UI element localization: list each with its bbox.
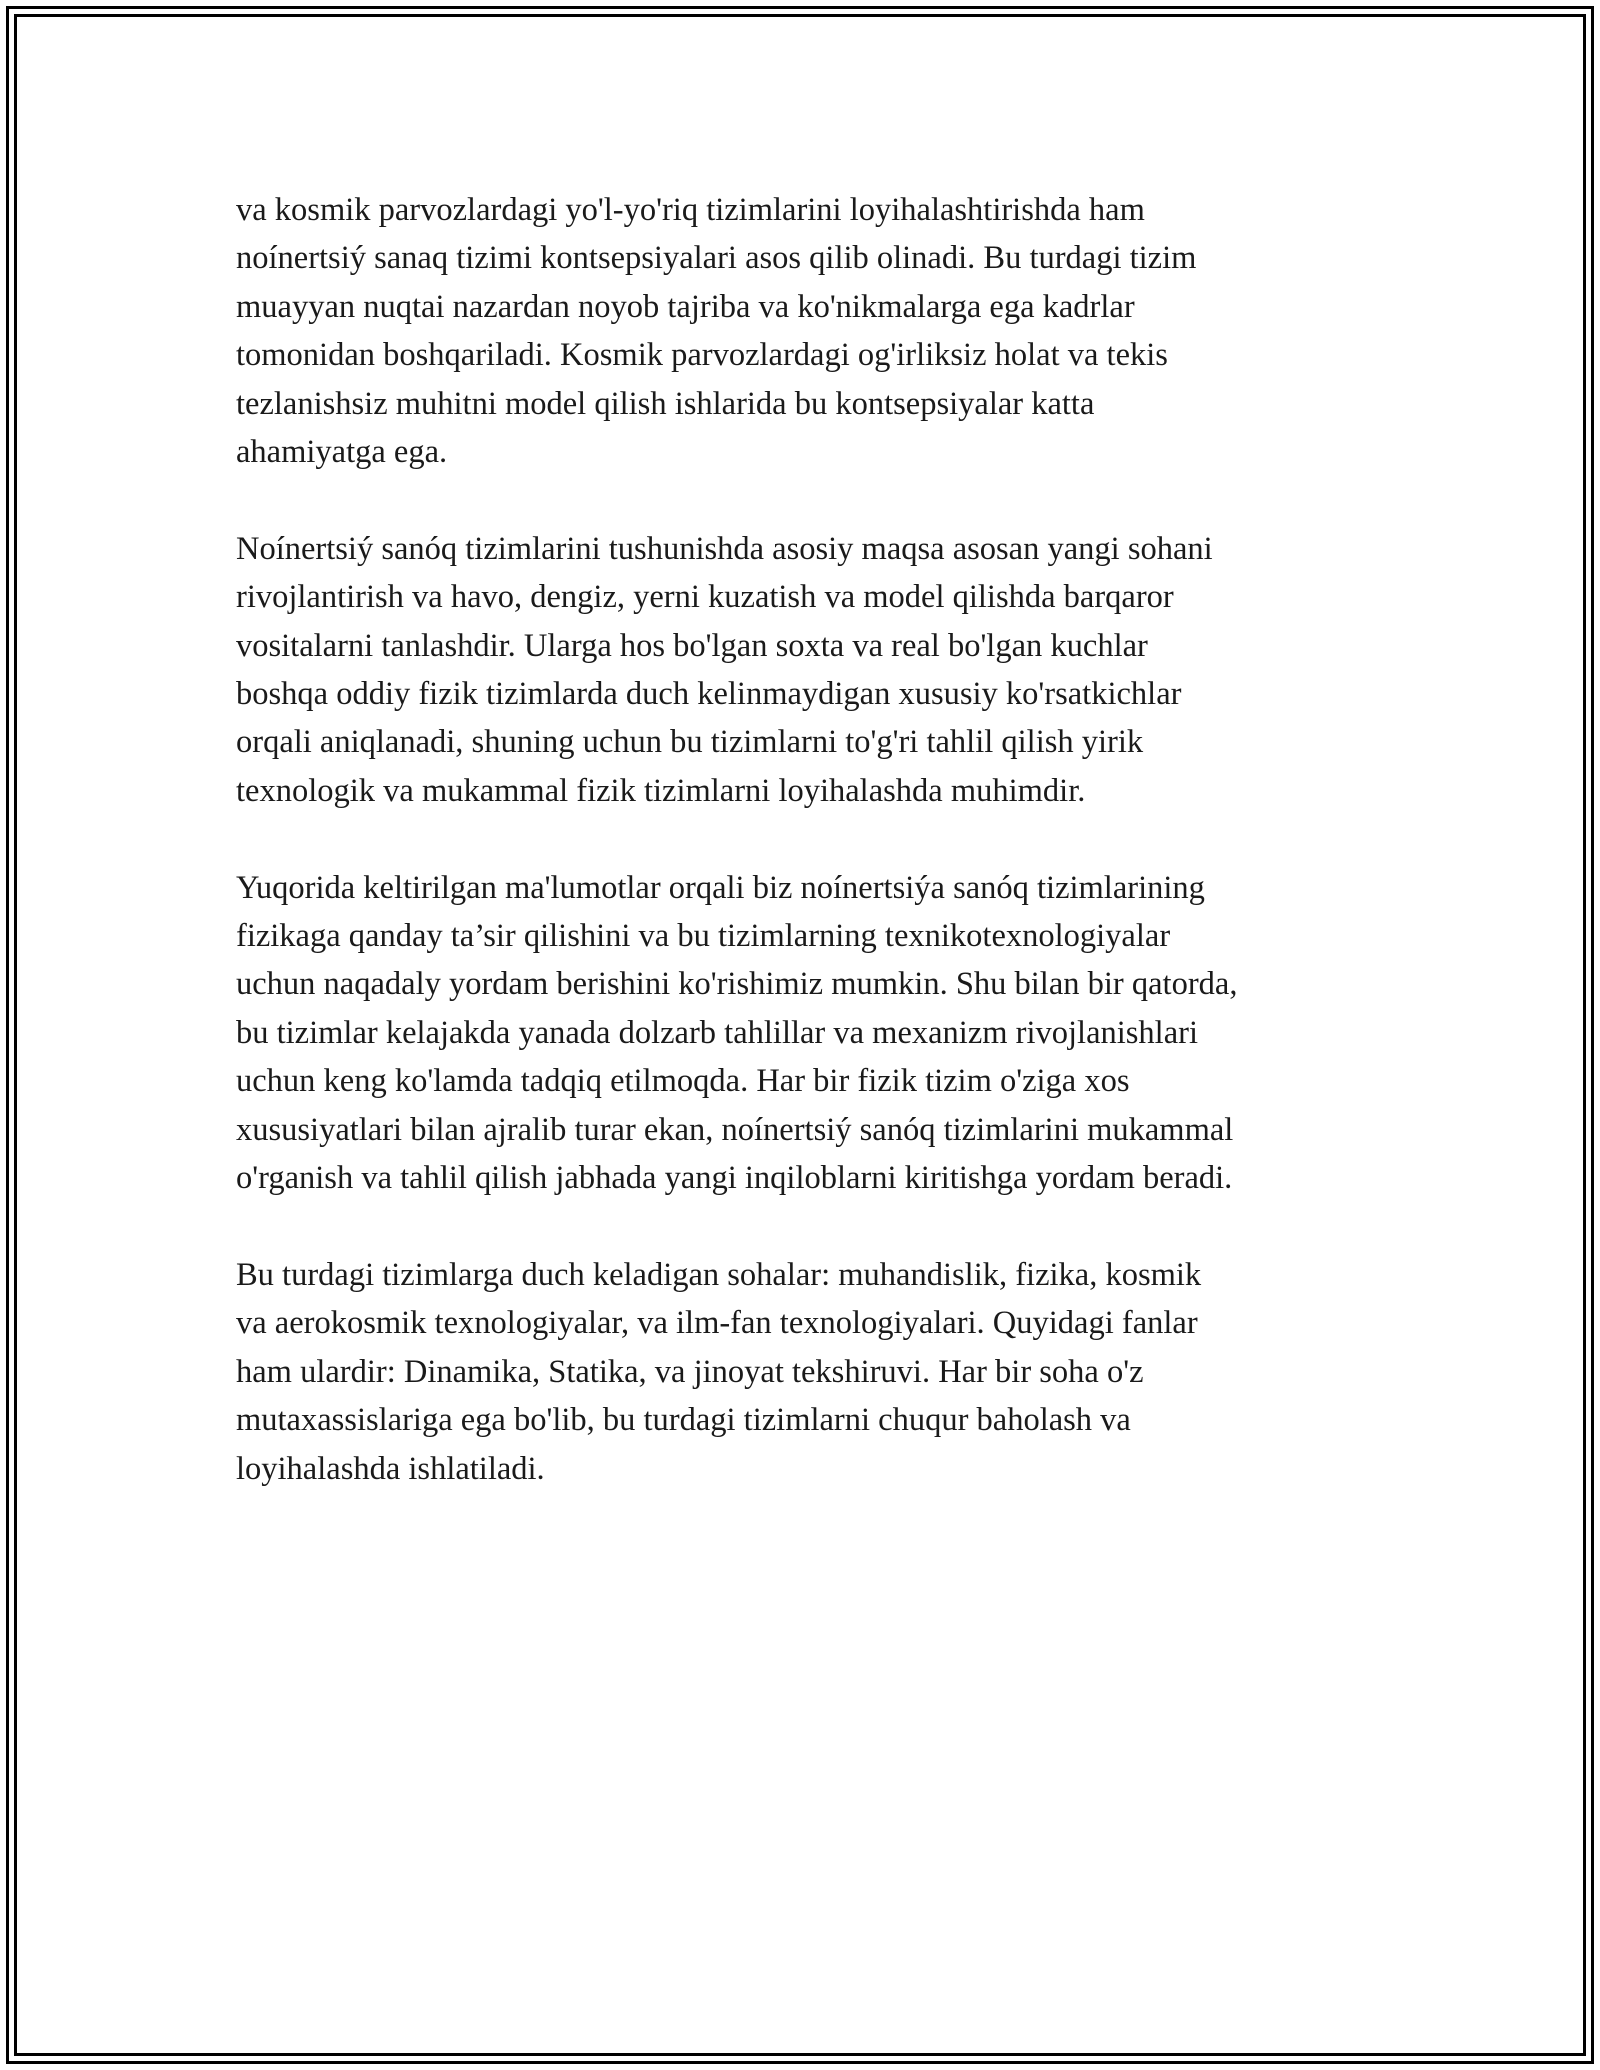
text-line: tomonidan boshqariladi. Kosmik parvozlardagi og'irliksiz holat va tekis <box>236 337 1168 374</box>
paragraph-2 <box>236 525 1376 815</box>
text-line: texnologik va mukammal fizik tizimlarni loyihalashda muhimdir. <box>236 772 1086 809</box>
text-line: uchun keng ko'lamda tadqiq etilmoqda. Har bir fizik tizim o'ziga xos <box>236 1063 1130 1100</box>
text-line: va kosmik parvozlardagi yo'l-yo'riq tizimlarini loyihalashtirishda ham <box>236 192 1145 228</box>
text-line: muayyan nuqtai nazardan noyob tajriba va ko'nikmalarga ega kadrlar <box>236 288 1135 325</box>
text-line: va aerokosmik texnologiyalar, va ilm-fan texnologiyalari. Quyidagi fanlar <box>236 1305 1198 1342</box>
text-line: boshqa oddiy fizik tizimlarda duch kelinmaydigan xususiy ko'rsatkichlar <box>236 676 1182 713</box>
document-body <box>236 186 1376 1541</box>
text-line: Bu turdagi tizimlarga duch keladigan sohalar: muhandislik, fizika, kosmik <box>236 1256 1202 1293</box>
text-line: loyihalashda ishlatiladi. <box>236 1450 545 1487</box>
paragraph-4 <box>236 1251 1376 1493</box>
text-line: orqali aniqlanadi, shuning uchun bu tizimlarni to'g'ri tahlil qilish yirik <box>236 724 1144 761</box>
text-line: ahamiyatga ega. <box>236 434 448 471</box>
text-line: xususiyatlari bilan ajralib turar ekan, noínertsiý sanóq tizimlarini mukammal <box>236 1111 1234 1148</box>
text-line: noínertsiý sanaq tizimi kontsepsiyalari asos qilib olinadi. Bu turdagi tizim <box>236 240 1197 277</box>
text-line: Yuqorida keltirilgan ma'lumotlar orqali biz noínertsiýa sanóq tizimlarining <box>236 869 1205 906</box>
paragraph-1 <box>236 186 1376 476</box>
text-line: tezlanishsiz muhitni model qilish ishlarida bu kontsepsiyalar katta <box>236 385 1095 422</box>
text-line: Noínertsiý sanóq tizimlarini tushunishda asosiy maqsa asosan yangi sohani <box>236 530 1213 567</box>
text-line: o'rganish va tahlil qilish jabhada yangi inqiloblarni kiritishga yordam beradi. <box>236 1160 1233 1197</box>
text-line: fizikaga qanday ta’sir qilishini va bu tizimlarning texnikotexnologiyalar <box>236 918 1171 955</box>
text-line: ham ulardir: Dinamika, Statika, va jinoyat tekshiruvi. Har bir soha o'z <box>236 1353 1144 1390</box>
text-line: mutaxassislariga ega bo'lib, bu turdagi tizimlarni chuqur baholash va <box>236 1402 1131 1439</box>
text-line: bu tizimlar kelajakda yanada dolzarb tahlillar va mexanizm rivojlanishlari <box>236 1014 1198 1051</box>
text-line: uchun naqadaly yordam berishini ko'rishimiz mumkin. Shu bilan bir qatorda, <box>236 966 1238 1003</box>
paragraph-3 <box>236 864 1376 1203</box>
text-line: vositalarni tanlashdir. Ularga hos bo'lgan soxta va real bo'lgan kuchlar <box>236 627 1148 664</box>
text-line: rivojlantirish va havo, dengiz, yerni kuzatish va model qilishda barqaror <box>236 579 1174 616</box>
